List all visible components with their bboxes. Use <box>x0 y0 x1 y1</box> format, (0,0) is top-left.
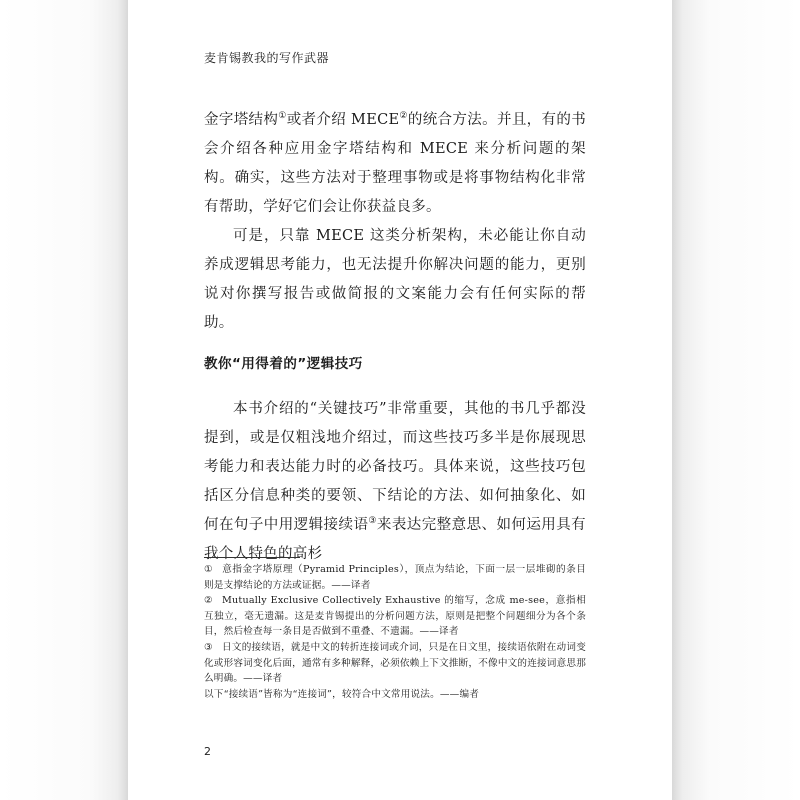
footnote-number: ① <box>204 564 213 575</box>
footnote-text: 意指金字塔原理（Pyramid Principles），顶点为结论，下面一层一层堆砌的条目则是支撑结论的方法或证据。——译者 <box>204 564 586 591</box>
footnote-number: ② <box>204 595 213 607</box>
footnote-ref-3: ③ <box>368 516 377 527</box>
footnote-divider <box>204 557 300 558</box>
paragraph-3-part-b: 来表达完整意思、如何运用具有我个人特色的高杉 <box>204 517 586 562</box>
footnote-editor-note: 以下“接续语”皆称为“连接词”，较符合中文常用说法。——编者 <box>204 688 480 700</box>
paragraph-3 <box>204 395 586 569</box>
footnote-number: ③ <box>204 641 213 653</box>
paragraph-1-part-b: 或者介绍 MECE <box>286 112 400 128</box>
page-gutter-left <box>0 0 128 800</box>
paragraph-2: 可是，只靠 MECE 这类分析架构，未必能让你自动养成逻辑思考能力，也无法提升你解决问题的能力，更别说对你撰写报告或做简报的文案能力会有任何实际的帮助。 <box>204 228 586 331</box>
footnote-2 <box>204 593 586 640</box>
running-header: 麦肯锡教我的写作武器 <box>204 51 330 65</box>
page-gutter-right <box>672 0 800 800</box>
footnotes <box>204 562 586 702</box>
paragraph-1-part-c: 的统合方法。并且，有的书会介绍各种应用金字塔结构和 MECE 来分析问题的架构。确实，这些方法对于整理事物或是将事物结构化非常有帮助，学好它们会让你获益良多。 <box>204 112 587 215</box>
paragraph-3-part-a: 本书介绍的“关键技巧”非常重要，其他的书几乎都没提到，或是仅粗浅地介绍过，而这些技巧多半是你展现思考能力和表达能力时的必备技巧。具体来说，这些技巧包括区分信息种类的要领、下结论的方法、如何抽象化、如何在句子中用逻辑接续语 <box>204 401 586 533</box>
footnote-text: 日文的接续语，就是中文的转折连接词或介词，只是在日文里，接续语依附在动词变化或形容词变化后面，通常有多种解释，必须依赖上下文推断，不像中文的连接词意思那么明确。——译者 <box>204 641 586 685</box>
footnote-text: Mutually Exclusive Collectively Exhaustive 的缩写，念成 me-see，意指相互独立，毫无遗漏。这是麦肯锡提出的分析问题方法，原则是把整个问题细分为各个条目，然后检查每一条目是否做到不重叠、不遗漏。——译者 <box>204 595 586 638</box>
footnote-3 <box>204 640 586 687</box>
paragraph-1 <box>204 106 586 222</box>
page-number: 2 <box>204 745 211 758</box>
paragraph-1-part-a: 金字塔结构 <box>204 112 279 128</box>
footnote-ref-1: ① <box>278 111 287 122</box>
section-heading: 教你“用得着的”逻辑技巧 <box>204 356 363 372</box>
book-page <box>128 0 672 800</box>
footnote-1 <box>204 562 586 593</box>
footnote-ref-2: ② <box>399 111 408 122</box>
